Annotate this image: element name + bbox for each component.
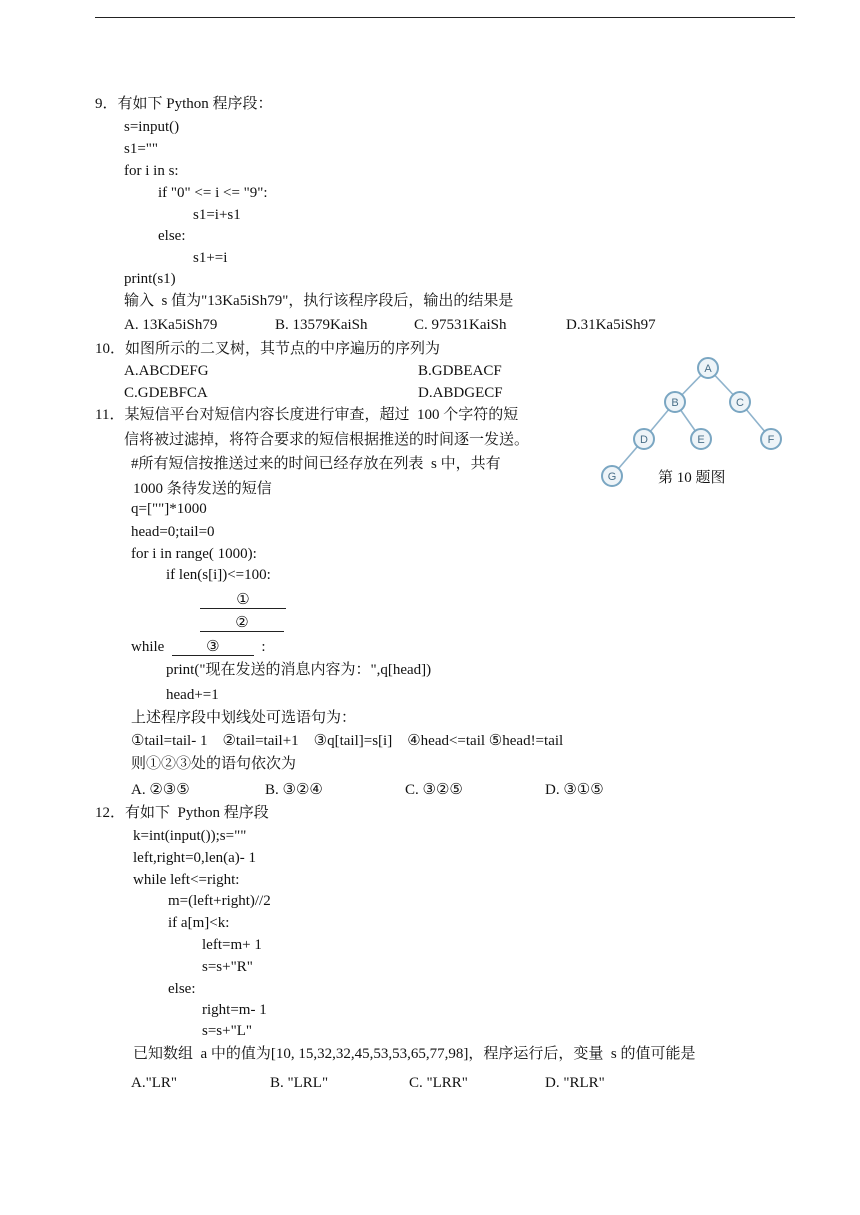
while-colon: : (261, 639, 266, 655)
q12-option-a: A."LR" (131, 1075, 177, 1091)
tree-node-c (730, 392, 750, 412)
code-line: s=s+"L" (202, 1023, 253, 1039)
code-line: if "0" <= i <= "9": (158, 185, 268, 201)
code-line: for i in s: (124, 163, 179, 179)
q12-header: 12．有如下 Python 程序段 (95, 805, 269, 821)
blank-2-label: ② (200, 615, 284, 632)
q10-option-a: A.ABCDEFG (124, 363, 209, 379)
code-line: head+=1 (166, 687, 219, 703)
q12-option-c: C. "LRR" (409, 1075, 468, 1091)
q10-option-d: D.ABDGECF (418, 385, 503, 401)
q11-header-line1: 11．某短信平台对短信内容长度进行审查，超过 100 个字符的短 (95, 407, 519, 423)
q12-prompt: 已知数组 a 中的值为[10, 15,32,32,45,53,53,65,77,98]，程序运行后，变量 s 的值可能是 (133, 1046, 696, 1062)
q11-choices-intro: 上述程序段中划线处可选语句为： (131, 710, 357, 726)
tree-node-g (602, 466, 622, 486)
q10-option-b: B.GDBEACF (418, 363, 502, 379)
q10-header: 10．如图所示的二叉树，其节点的中序遍历的序列为 (95, 341, 441, 357)
code-line: print("现在发送的消息内容为：",q[head]) (166, 662, 432, 678)
while-line (131, 638, 266, 656)
code-line: if a[m]<k: (168, 915, 230, 931)
code-line: print(s1) (124, 271, 176, 287)
while-keyword: while (131, 639, 165, 655)
q11-option-c: C. ③②⑤ (405, 782, 463, 798)
q11-order-prompt: 则①②③处的语句依次为 (131, 756, 297, 772)
q11-choices: ①tail=tail- 1 ②tail=tail+1 ③q[tail]=s[i] ④head<=tail ⑤head!=tail (131, 733, 564, 749)
q11-comment-line2: 1000 条待发送的短信 (133, 481, 272, 497)
q9-prompt: 输入 s 值为"13Ka5iSh79"，执行该程序段后，输出的结果是 (124, 293, 514, 309)
q9-option-b: B. 13579KaiSh (275, 317, 368, 333)
q10-option-c: C.GDEBFCA (124, 385, 208, 401)
code-line: for i in range( 1000): (131, 546, 257, 562)
q12-option-d: D. "RLR" (545, 1075, 605, 1091)
code-line: head=0;tail=0 (131, 524, 215, 540)
figure-caption: 第 10 题图 (658, 470, 726, 486)
code-line: left,right=0,len(a)- 1 (133, 850, 256, 866)
top-rule (95, 17, 795, 18)
q11-option-a: A. ②③⑤ (131, 782, 190, 798)
svg-text:B: B (671, 397, 679, 409)
blank-1-label: ① (200, 592, 286, 609)
code-line: s=input() (124, 119, 180, 135)
tree-edges (612, 368, 771, 476)
svg-text:D: D (640, 434, 648, 446)
blank-3-label: ③ (172, 639, 254, 656)
tree-node-e (691, 429, 711, 449)
code-line: while left<=right: (133, 872, 240, 888)
q11-header-line2: 信将被过滤掉，将符合要求的短信根据推送的时间逐一发送。 (124, 432, 530, 448)
tree-node-a (698, 358, 718, 378)
q9-option-a: A. 13Ka5iSh79 (124, 317, 218, 333)
q11-comment-line1: #所有短信按推送过来的时间已经存放在列表 s 中，共有 (131, 456, 501, 472)
blank-2 (200, 614, 284, 632)
q9-option-c: C. 97531KaiSh (414, 317, 507, 333)
tree-node-f (761, 429, 781, 449)
q11-option-b: B. ③②④ (265, 782, 323, 798)
code-line: right=m- 1 (202, 1002, 267, 1018)
code-line: k=int(input());s="" (133, 828, 247, 844)
blank-1 (200, 591, 286, 609)
svg-text:G: G (607, 471, 617, 483)
code-line: left=m+ 1 (202, 937, 262, 953)
q9-header: 9．有如下 Python 程序段： (95, 96, 273, 112)
q11-option-d: D. ③①⑤ (545, 782, 604, 798)
q9-option-d: D.31Ka5iSh97 (566, 317, 656, 333)
svg-text:F: F (767, 434, 775, 446)
code-line: q=[""]*1000 (131, 501, 207, 517)
code-line: m=(left+right)//2 (168, 893, 271, 909)
tree-node-b (665, 392, 685, 412)
code-line: if len(s[i])<=100: (166, 567, 271, 583)
code-line: s=s+"R" (202, 959, 253, 975)
tree-node-d (634, 429, 654, 449)
code-line: s1+=i (193, 250, 228, 266)
code-line: s1=i+s1 (193, 207, 241, 223)
svg-text:E: E (697, 434, 705, 446)
q12-option-b: B. "LRL" (270, 1075, 329, 1091)
code-line: else: (168, 981, 196, 997)
code-line: else: (158, 228, 186, 244)
code-line: s1="" (124, 141, 159, 157)
svg-text:C: C (736, 397, 744, 409)
svg-text:A: A (704, 363, 712, 375)
